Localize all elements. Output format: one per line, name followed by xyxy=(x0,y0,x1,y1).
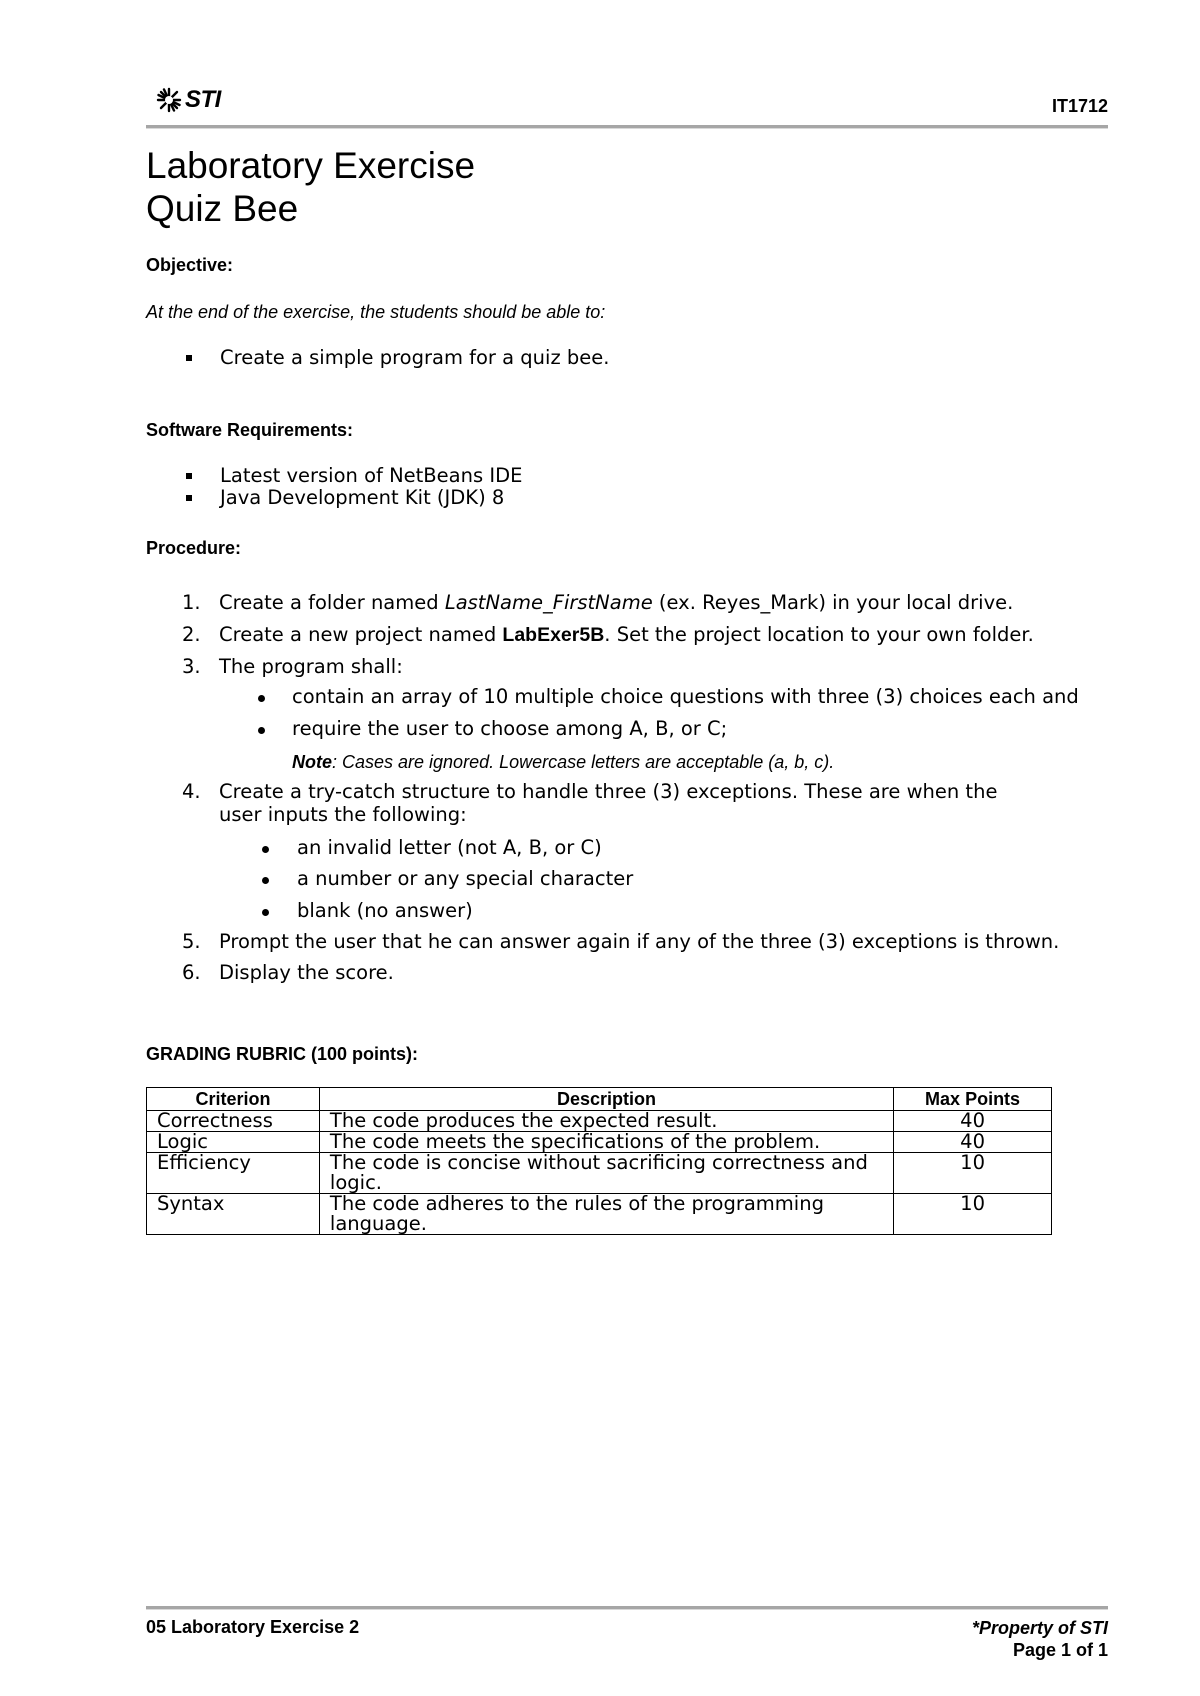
footer-document-name: 05 Laboratory Exercise 2 xyxy=(146,1617,360,1637)
footer-page-number: Page 1 of 1 xyxy=(1012,1640,1108,1660)
procedure-step-1-text: Create a folder named LastName_FirstName (ex. Reyes_Mark) in your local drive. xyxy=(219,591,1014,614)
sti-logo-text: STI xyxy=(185,86,221,113)
procedure-step-5-num: 5. xyxy=(182,930,201,953)
procedure-step-4-sub: an invalid letter (not A, B, or C) xyxy=(297,836,602,859)
bullet-square-icon xyxy=(186,355,192,361)
points-cell: 40 xyxy=(894,1132,1052,1153)
table-row xyxy=(147,1194,1052,1235)
procedure-step-6-num: 6. xyxy=(182,961,201,984)
procedure-step-3-num: 3. xyxy=(182,655,201,678)
description-cell: The code is concise without sacrificing correctness and logic. xyxy=(319,1153,893,1194)
description-cell: The code meets the specifications of the problem. xyxy=(319,1132,893,1153)
points-cell: 40 xyxy=(894,1111,1052,1132)
criterion-cell: Syntax xyxy=(147,1194,320,1235)
procedure-step-4-num: 4. xyxy=(182,780,201,803)
procedure-step-4-text: Create a try-catch structure to handle three (3) exceptions. These are when the user inputs the following: xyxy=(219,780,998,826)
procedure-heading: Procedure: xyxy=(146,538,242,558)
footer-right xyxy=(972,1617,1108,1661)
table-row xyxy=(147,1153,1052,1194)
bullet-dot-icon xyxy=(258,695,265,702)
bullet-square-icon xyxy=(186,495,192,501)
criterion-cell: Logic xyxy=(147,1132,320,1153)
procedure-step-4-sub: a number or any special character xyxy=(297,867,634,890)
criterion-cell: Efficiency xyxy=(147,1153,320,1194)
procedure-step-1: 1. xyxy=(182,591,201,614)
rubric-heading: GRADING RUBRIC (100 points): xyxy=(146,1044,419,1064)
title-line-2: Quiz Bee xyxy=(146,188,299,229)
software-item: Latest version of NetBeans IDE xyxy=(146,464,522,487)
page-title xyxy=(146,144,475,230)
header-rule xyxy=(146,125,1108,129)
objective-intro: At the end of the exercise, the students should be able to: xyxy=(146,302,606,322)
procedure-step-5-text: Prompt the user that he can answer again if any of the three (3) exceptions is thrown. xyxy=(219,930,1060,953)
description-cell: The code adheres to the rules of the programming language. xyxy=(319,1194,893,1235)
objective-heading: Objective: xyxy=(146,255,234,275)
sti-star-icon xyxy=(156,87,182,113)
procedure-step-3-sub: contain an array of 10 multiple choice questions with three (3) choices each and xyxy=(292,685,1079,708)
procedure-step-2-num: 2. xyxy=(182,623,201,646)
procedure-step-6-text: Display the score. xyxy=(219,961,394,984)
procedure-step-2-text: Create a new project named LabExer5B. Set the project location to your own folder. xyxy=(219,623,1034,646)
description-cell: The code produces the expected result. xyxy=(319,1111,893,1132)
bullet-dot-icon xyxy=(262,877,269,884)
footer-property: *Property of STI xyxy=(971,1618,1108,1638)
criterion-cell: Correctness xyxy=(147,1111,320,1132)
table-header-row xyxy=(147,1088,1052,1111)
bullet-dot-icon xyxy=(262,846,269,853)
table-row xyxy=(147,1132,1052,1153)
footer-rule xyxy=(146,1606,1108,1610)
software-item: Java Development Kit (JDK) 8 xyxy=(146,486,504,509)
objective-item: Create a simple program for a quiz bee. xyxy=(146,346,609,369)
points-cell: 10 xyxy=(894,1153,1052,1194)
software-heading: Software Requirements: xyxy=(146,420,354,440)
bullet-square-icon xyxy=(186,473,192,479)
column-header: Description xyxy=(319,1088,893,1111)
procedure-note: Note: Cases are ignored. Lowercase letters are acceptable (a, b, c). xyxy=(292,752,835,772)
procedure-step-3-sub: require the user to choose among A, B, or C; xyxy=(292,717,728,740)
points-cell: 10 xyxy=(894,1194,1052,1235)
table-row xyxy=(147,1111,1052,1132)
rubric-table xyxy=(146,1087,1052,1235)
course-code: IT1712 xyxy=(1051,96,1108,116)
bullet-dot-icon xyxy=(258,727,265,734)
column-header: Max Points xyxy=(894,1088,1052,1111)
sti-logo xyxy=(156,86,221,114)
procedure-step-3-text: The program shall: xyxy=(219,655,403,678)
bullet-dot-icon xyxy=(262,909,269,916)
column-header: Criterion xyxy=(147,1088,320,1111)
procedure-step-4-sub: blank (no answer) xyxy=(297,899,473,922)
title-line-1: Laboratory Exercise xyxy=(146,145,476,186)
